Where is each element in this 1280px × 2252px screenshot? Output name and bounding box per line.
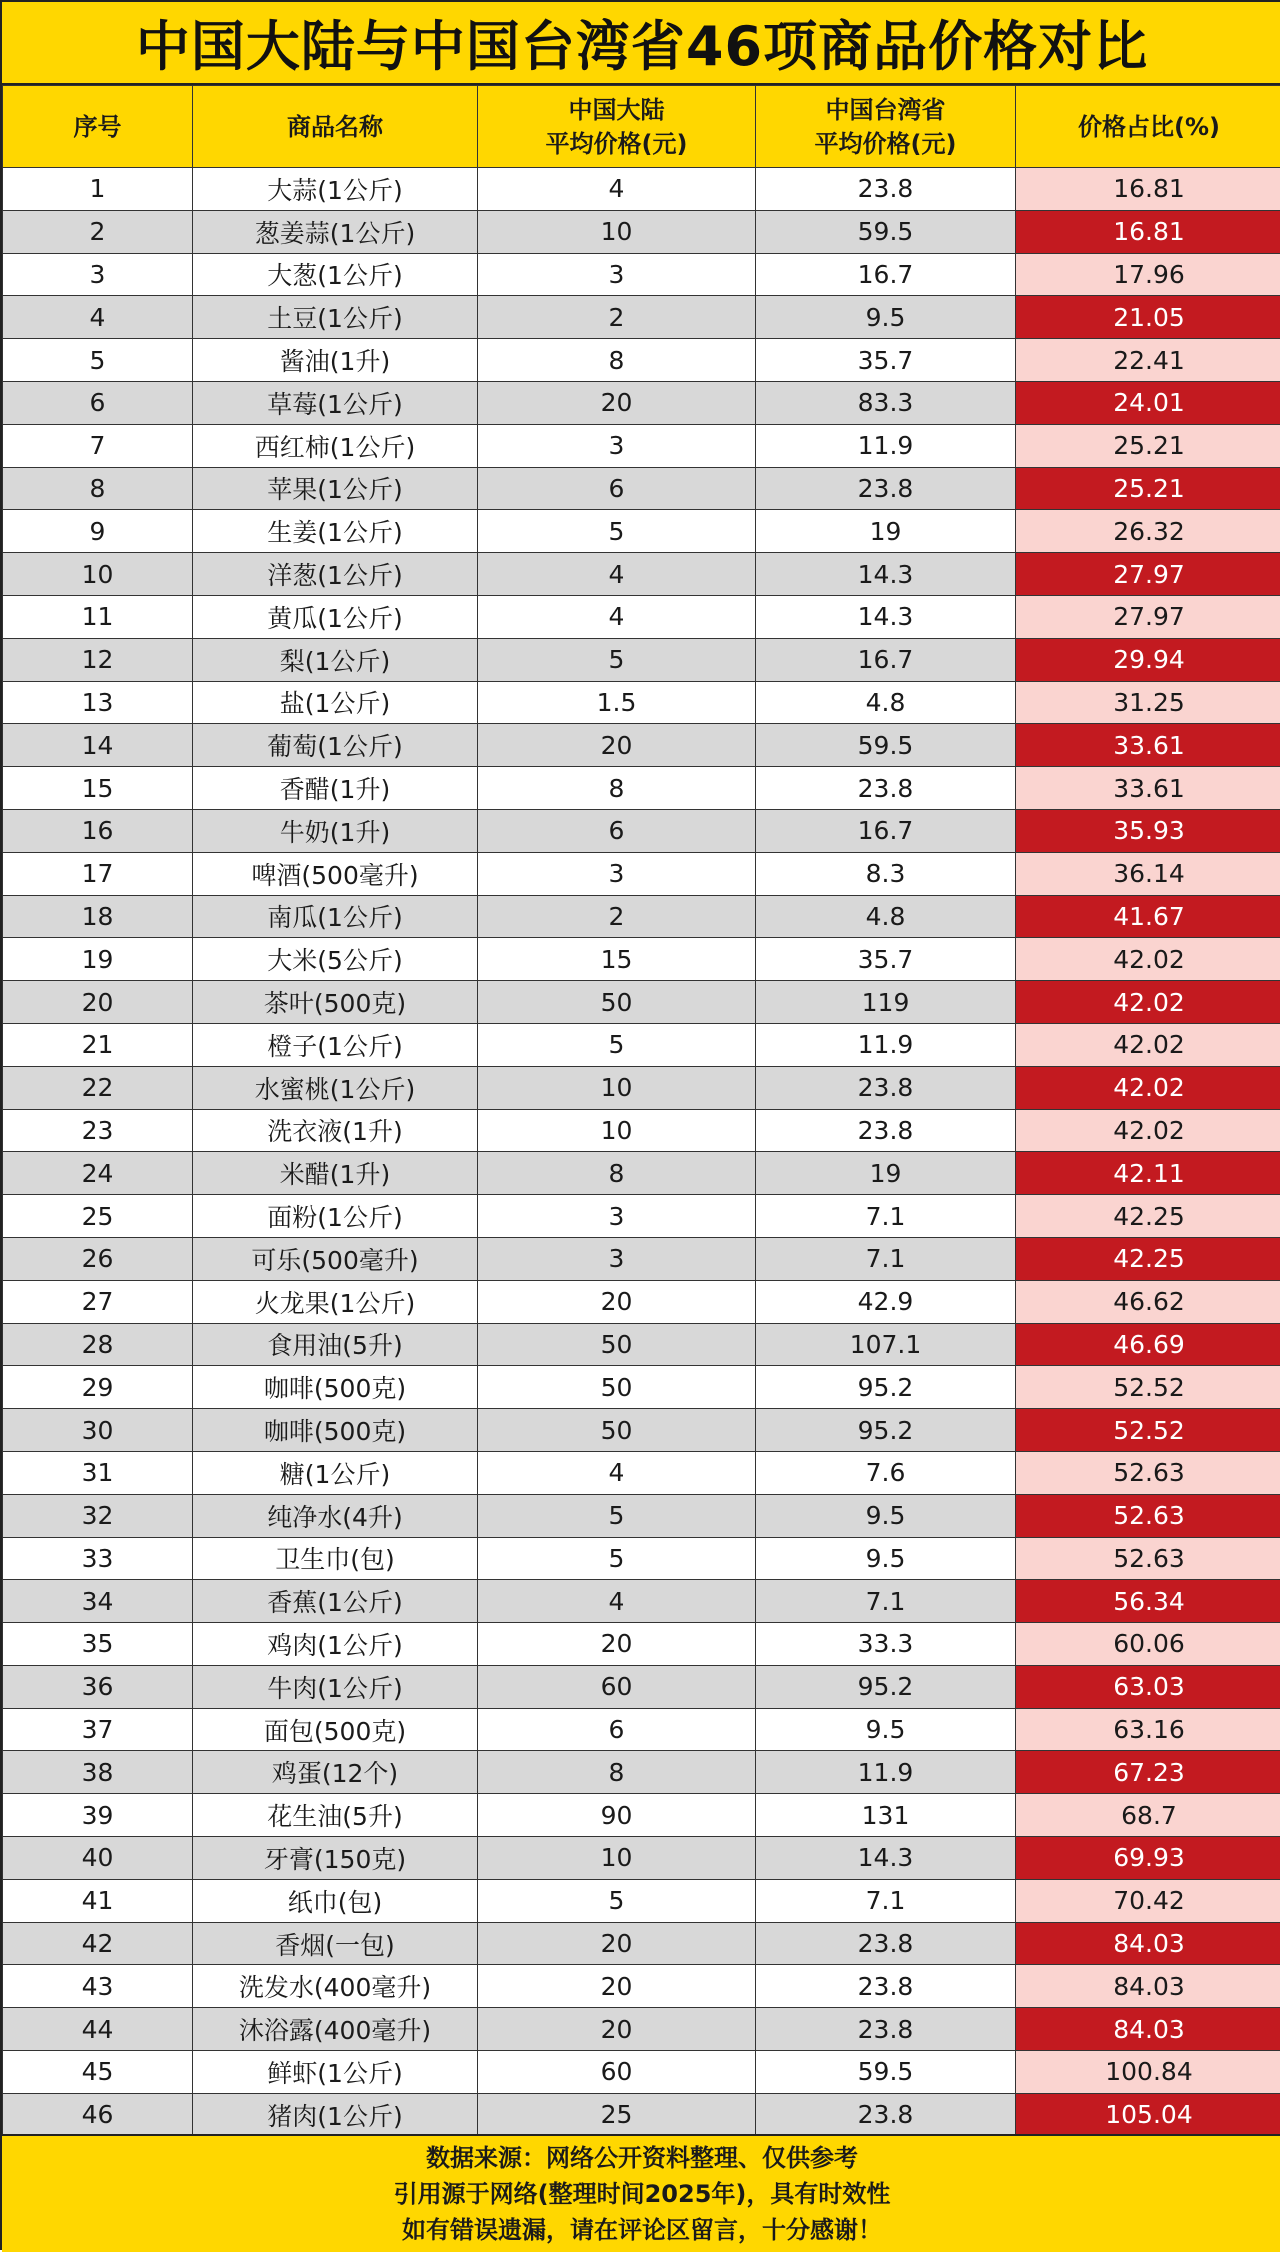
cell-index: 4 bbox=[3, 296, 193, 339]
table-row bbox=[3, 1922, 1280, 1965]
table-row bbox=[3, 681, 1280, 724]
cell-price-ratio: 33.61 bbox=[1016, 767, 1280, 810]
cell-product-name: 生姜(1公斤) bbox=[193, 510, 478, 553]
cell-taiwan-price: 95.2 bbox=[756, 1366, 1016, 1409]
cell-price-ratio: 16.81 bbox=[1016, 168, 1280, 211]
cell-price-ratio: 68.7 bbox=[1016, 1794, 1280, 1837]
cell-product-name: 大蒜(1公斤) bbox=[193, 168, 478, 211]
cell-product-name: 纸巾(包) bbox=[193, 1879, 478, 1922]
cell-product-name: 猪肉(1公斤) bbox=[193, 2093, 478, 2136]
table-row bbox=[3, 1708, 1280, 1751]
cell-product-name: 香醋(1升) bbox=[193, 767, 478, 810]
cell-mainland-price: 10 bbox=[478, 1837, 756, 1880]
cell-index: 3 bbox=[3, 253, 193, 296]
cell-index: 27 bbox=[3, 1280, 193, 1323]
cell-price-ratio: 60.06 bbox=[1016, 1623, 1280, 1666]
cell-index: 42 bbox=[3, 1922, 193, 1965]
cell-mainland-price: 50 bbox=[478, 1409, 756, 1452]
table-row bbox=[3, 467, 1280, 510]
table-row bbox=[3, 724, 1280, 767]
table-row bbox=[3, 1494, 1280, 1537]
cell-mainland-price: 5 bbox=[478, 1537, 756, 1580]
cell-index: 41 bbox=[3, 1879, 193, 1922]
cell-product-name: 火龙果(1公斤) bbox=[193, 1280, 478, 1323]
cell-price-ratio: 63.16 bbox=[1016, 1708, 1280, 1751]
cell-taiwan-price: 16.7 bbox=[756, 638, 1016, 681]
cell-price-ratio: 36.14 bbox=[1016, 852, 1280, 895]
cell-price-ratio: 21.05 bbox=[1016, 296, 1280, 339]
table-row bbox=[3, 767, 1280, 810]
cell-taiwan-price: 7.6 bbox=[756, 1451, 1016, 1494]
cell-product-name: 可乐(500毫升) bbox=[193, 1237, 478, 1280]
table-row bbox=[3, 1751, 1280, 1794]
cell-taiwan-price: 9.5 bbox=[756, 296, 1016, 339]
cell-product-name: 茶叶(500克) bbox=[193, 981, 478, 1024]
cell-product-name: 苹果(1公斤) bbox=[193, 467, 478, 510]
cell-mainland-price: 20 bbox=[478, 1623, 756, 1666]
footer-notes bbox=[2, 2134, 1280, 2252]
cell-index: 15 bbox=[3, 767, 193, 810]
cell-taiwan-price: 23.8 bbox=[756, 767, 1016, 810]
cell-price-ratio: 24.01 bbox=[1016, 381, 1280, 424]
table-row bbox=[3, 510, 1280, 553]
cell-taiwan-price: 33.3 bbox=[756, 1623, 1016, 1666]
cell-mainland-price: 8 bbox=[478, 1152, 756, 1195]
cell-price-ratio: 17.96 bbox=[1016, 253, 1280, 296]
cell-taiwan-price: 59.5 bbox=[756, 724, 1016, 767]
cell-mainland-price: 50 bbox=[478, 981, 756, 1024]
cell-price-ratio: 52.52 bbox=[1016, 1366, 1280, 1409]
cell-taiwan-price: 9.5 bbox=[756, 1708, 1016, 1751]
table-row bbox=[3, 981, 1280, 1024]
cell-mainland-price: 50 bbox=[478, 1366, 756, 1409]
cell-mainland-price: 3 bbox=[478, 253, 756, 296]
cell-price-ratio: 42.11 bbox=[1016, 1152, 1280, 1195]
cell-price-ratio: 67.23 bbox=[1016, 1751, 1280, 1794]
table-row bbox=[3, 1237, 1280, 1280]
cell-mainland-price: 4 bbox=[478, 1451, 756, 1494]
cell-price-ratio: 25.21 bbox=[1016, 424, 1280, 467]
table-row bbox=[3, 296, 1280, 339]
cell-index: 20 bbox=[3, 981, 193, 1024]
column-header-taiwan-price: 中国台湾省 平均价格(元) bbox=[756, 86, 1016, 168]
cell-mainland-price: 20 bbox=[478, 724, 756, 767]
cell-taiwan-price: 19 bbox=[756, 1152, 1016, 1195]
cell-product-name: 牛奶(1升) bbox=[193, 809, 478, 852]
cell-index: 23 bbox=[3, 1109, 193, 1152]
cell-mainland-price: 60 bbox=[478, 2051, 756, 2094]
cell-index: 34 bbox=[3, 1580, 193, 1623]
cell-product-name: 南瓜(1公斤) bbox=[193, 895, 478, 938]
cell-price-ratio: 100.84 bbox=[1016, 2051, 1280, 2094]
cell-mainland-price: 3 bbox=[478, 1195, 756, 1238]
cell-taiwan-price: 23.8 bbox=[756, 2008, 1016, 2051]
cell-product-name: 咖啡(500克) bbox=[193, 1409, 478, 1452]
cell-taiwan-price: 11.9 bbox=[756, 1023, 1016, 1066]
cell-taiwan-price: 35.7 bbox=[756, 938, 1016, 981]
cell-index: 16 bbox=[3, 809, 193, 852]
cell-mainland-price: 4 bbox=[478, 553, 756, 596]
cell-price-ratio: 84.03 bbox=[1016, 1922, 1280, 1965]
cell-product-name: 咖啡(500克) bbox=[193, 1366, 478, 1409]
cell-taiwan-price: 7.1 bbox=[756, 1237, 1016, 1280]
table-row bbox=[3, 2008, 1280, 2051]
footer-feedback-line: 如有错误遗漏，请在评论区留言，十分感谢！ bbox=[402, 2212, 882, 2248]
table-row bbox=[3, 1837, 1280, 1880]
cell-price-ratio: 42.25 bbox=[1016, 1195, 1280, 1238]
cell-price-ratio: 31.25 bbox=[1016, 681, 1280, 724]
cell-product-name: 西红柿(1公斤) bbox=[193, 424, 478, 467]
cell-mainland-price: 10 bbox=[478, 1066, 756, 1109]
table-row bbox=[3, 1794, 1280, 1837]
table-row bbox=[3, 1023, 1280, 1066]
cell-taiwan-price: 16.7 bbox=[756, 809, 1016, 852]
cell-taiwan-price: 19 bbox=[756, 510, 1016, 553]
cell-price-ratio: 52.63 bbox=[1016, 1451, 1280, 1494]
cell-taiwan-price: 23.8 bbox=[756, 467, 1016, 510]
table-row bbox=[3, 2051, 1280, 2094]
table-row bbox=[3, 1280, 1280, 1323]
cell-index: 8 bbox=[3, 467, 193, 510]
column-header-mainland-price: 中国大陆 平均价格(元) bbox=[478, 86, 756, 168]
cell-taiwan-price: 14.3 bbox=[756, 595, 1016, 638]
table-row bbox=[3, 339, 1280, 382]
cell-mainland-price: 3 bbox=[478, 1237, 756, 1280]
cell-mainland-price: 5 bbox=[478, 1023, 756, 1066]
cell-product-name: 盐(1公斤) bbox=[193, 681, 478, 724]
cell-index: 33 bbox=[3, 1537, 193, 1580]
cell-mainland-price: 50 bbox=[478, 1323, 756, 1366]
cell-price-ratio: 84.03 bbox=[1016, 1965, 1280, 2008]
cell-index: 36 bbox=[3, 1665, 193, 1708]
table-row bbox=[3, 253, 1280, 296]
cell-index: 11 bbox=[3, 595, 193, 638]
table-row bbox=[3, 1623, 1280, 1666]
table-row bbox=[3, 1323, 1280, 1366]
cell-taiwan-price: 59.5 bbox=[756, 2051, 1016, 2094]
table-row bbox=[3, 1152, 1280, 1195]
cell-mainland-price: 8 bbox=[478, 1751, 756, 1794]
cell-mainland-price: 3 bbox=[478, 852, 756, 895]
table-row bbox=[3, 1665, 1280, 1708]
cell-product-name: 酱油(1升) bbox=[193, 339, 478, 382]
cell-index: 32 bbox=[3, 1494, 193, 1537]
cell-mainland-price: 6 bbox=[478, 1708, 756, 1751]
cell-mainland-price: 20 bbox=[478, 1922, 756, 1965]
cell-product-name: 洋葱(1公斤) bbox=[193, 553, 478, 596]
cell-mainland-price: 2 bbox=[478, 296, 756, 339]
cell-mainland-price: 3 bbox=[478, 424, 756, 467]
cell-mainland-price: 10 bbox=[478, 1109, 756, 1152]
cell-index: 17 bbox=[3, 852, 193, 895]
cell-product-name: 草莓(1公斤) bbox=[193, 381, 478, 424]
cell-taiwan-price: 23.8 bbox=[756, 2093, 1016, 2136]
table-row bbox=[3, 424, 1280, 467]
cell-taiwan-price: 7.1 bbox=[756, 1879, 1016, 1922]
cell-mainland-price: 8 bbox=[478, 339, 756, 382]
cell-product-name: 卫生巾(包) bbox=[193, 1537, 478, 1580]
cell-taiwan-price: 95.2 bbox=[756, 1409, 1016, 1452]
cell-index: 45 bbox=[3, 2051, 193, 2094]
cell-mainland-price: 90 bbox=[478, 1794, 756, 1837]
cell-product-name: 鲜虾(1公斤) bbox=[193, 2051, 478, 2094]
table-row bbox=[3, 1879, 1280, 1922]
cell-mainland-price: 20 bbox=[478, 2008, 756, 2051]
table-row bbox=[3, 895, 1280, 938]
cell-product-name: 纯净水(4升) bbox=[193, 1494, 478, 1537]
cell-mainland-price: 5 bbox=[478, 510, 756, 553]
cell-index: 37 bbox=[3, 1708, 193, 1751]
cell-taiwan-price: 23.8 bbox=[756, 168, 1016, 211]
cell-mainland-price: 25 bbox=[478, 2093, 756, 2136]
cell-index: 35 bbox=[3, 1623, 193, 1666]
cell-taiwan-price: 23.8 bbox=[756, 1922, 1016, 1965]
cell-index: 12 bbox=[3, 638, 193, 681]
cell-product-name: 牙膏(150克) bbox=[193, 1837, 478, 1880]
table-row bbox=[3, 381, 1280, 424]
cell-index: 28 bbox=[3, 1323, 193, 1366]
cell-price-ratio: 41.67 bbox=[1016, 895, 1280, 938]
cell-index: 43 bbox=[3, 1965, 193, 2008]
cell-price-ratio: 35.93 bbox=[1016, 809, 1280, 852]
cell-mainland-price: 6 bbox=[478, 467, 756, 510]
cell-product-name: 牛肉(1公斤) bbox=[193, 1665, 478, 1708]
cell-price-ratio: 42.02 bbox=[1016, 1023, 1280, 1066]
table-header-row bbox=[3, 86, 1280, 168]
cell-product-name: 花生油(5升) bbox=[193, 1794, 478, 1837]
cell-price-ratio: 16.81 bbox=[1016, 210, 1280, 253]
cell-taiwan-price: 107.1 bbox=[756, 1323, 1016, 1366]
cell-mainland-price: 4 bbox=[478, 1580, 756, 1623]
table-row bbox=[3, 1965, 1280, 2008]
cell-index: 7 bbox=[3, 424, 193, 467]
cell-product-name: 面包(500克) bbox=[193, 1708, 478, 1751]
cell-product-name: 土豆(1公斤) bbox=[193, 296, 478, 339]
cell-taiwan-price: 23.8 bbox=[756, 1066, 1016, 1109]
cell-price-ratio: 56.34 bbox=[1016, 1580, 1280, 1623]
table-body bbox=[3, 168, 1280, 2137]
cell-product-name: 黄瓜(1公斤) bbox=[193, 595, 478, 638]
cell-product-name: 洗发水(400毫升) bbox=[193, 1965, 478, 2008]
cell-product-name: 橙子(1公斤) bbox=[193, 1023, 478, 1066]
cell-taiwan-price: 11.9 bbox=[756, 424, 1016, 467]
cell-taiwan-price: 59.5 bbox=[756, 210, 1016, 253]
table-row bbox=[3, 852, 1280, 895]
cell-index: 25 bbox=[3, 1195, 193, 1238]
cell-index: 29 bbox=[3, 1366, 193, 1409]
cell-index: 6 bbox=[3, 381, 193, 424]
cell-index: 2 bbox=[3, 210, 193, 253]
cell-taiwan-price: 9.5 bbox=[756, 1494, 1016, 1537]
table-row bbox=[3, 1537, 1280, 1580]
cell-price-ratio: 42.02 bbox=[1016, 938, 1280, 981]
cell-price-ratio: 105.04 bbox=[1016, 2093, 1280, 2136]
cell-mainland-price: 10 bbox=[478, 210, 756, 253]
cell-taiwan-price: 11.9 bbox=[756, 1751, 1016, 1794]
cell-index: 38 bbox=[3, 1751, 193, 1794]
cell-product-name: 大葱(1公斤) bbox=[193, 253, 478, 296]
cell-taiwan-price: 9.5 bbox=[756, 1537, 1016, 1580]
table-row bbox=[3, 1109, 1280, 1152]
cell-price-ratio: 69.93 bbox=[1016, 1837, 1280, 1880]
cell-index: 30 bbox=[3, 1409, 193, 1452]
column-header-name: 商品名称 bbox=[193, 86, 478, 168]
cell-mainland-price: 5 bbox=[478, 638, 756, 681]
cell-price-ratio: 42.02 bbox=[1016, 981, 1280, 1024]
table-row bbox=[3, 595, 1280, 638]
cell-mainland-price: 4 bbox=[478, 595, 756, 638]
cell-mainland-price: 8 bbox=[478, 767, 756, 810]
cell-product-name: 沐浴露(400毫升) bbox=[193, 2008, 478, 2051]
cell-taiwan-price: 7.1 bbox=[756, 1580, 1016, 1623]
cell-product-name: 糖(1公斤) bbox=[193, 1451, 478, 1494]
cell-taiwan-price: 83.3 bbox=[756, 381, 1016, 424]
cell-taiwan-price: 95.2 bbox=[756, 1665, 1016, 1708]
cell-index: 31 bbox=[3, 1451, 193, 1494]
cell-index: 46 bbox=[3, 2093, 193, 2136]
cell-product-name: 面粉(1公斤) bbox=[193, 1195, 478, 1238]
cell-price-ratio: 84.03 bbox=[1016, 2008, 1280, 2051]
cell-mainland-price: 5 bbox=[478, 1494, 756, 1537]
cell-price-ratio: 25.21 bbox=[1016, 467, 1280, 510]
cell-product-name: 水蜜桃(1公斤) bbox=[193, 1066, 478, 1109]
cell-taiwan-price: 16.7 bbox=[756, 253, 1016, 296]
cell-price-ratio: 26.32 bbox=[1016, 510, 1280, 553]
cell-mainland-price: 4 bbox=[478, 168, 756, 211]
cell-price-ratio: 42.25 bbox=[1016, 1237, 1280, 1280]
cell-product-name: 葱姜蒜(1公斤) bbox=[193, 210, 478, 253]
cell-taiwan-price: 119 bbox=[756, 981, 1016, 1024]
table-row bbox=[3, 1451, 1280, 1494]
cell-index: 21 bbox=[3, 1023, 193, 1066]
table-row bbox=[3, 1409, 1280, 1452]
table-row bbox=[3, 168, 1280, 211]
footer-timestamp-line: 引用源于网络(整理时间2025年)，具有时效性 bbox=[394, 2176, 891, 2212]
cell-price-ratio: 46.69 bbox=[1016, 1323, 1280, 1366]
cell-taiwan-price: 4.8 bbox=[756, 895, 1016, 938]
table-row bbox=[3, 210, 1280, 253]
cell-index: 14 bbox=[3, 724, 193, 767]
column-header-ratio: 价格占比(%) bbox=[1016, 86, 1280, 168]
cell-mainland-price: 20 bbox=[478, 381, 756, 424]
cell-price-ratio: 63.03 bbox=[1016, 1665, 1280, 1708]
footer-source-line: 数据来源：网络公开资料整理、仅供参考 bbox=[426, 2140, 858, 2176]
cell-product-name: 梨(1公斤) bbox=[193, 638, 478, 681]
cell-product-name: 香蕉(1公斤) bbox=[193, 1580, 478, 1623]
cell-product-name: 葡萄(1公斤) bbox=[193, 724, 478, 767]
cell-price-ratio: 27.97 bbox=[1016, 553, 1280, 596]
cell-product-name: 香烟(一包) bbox=[193, 1922, 478, 1965]
cell-price-ratio: 46.62 bbox=[1016, 1280, 1280, 1323]
cell-index: 10 bbox=[3, 553, 193, 596]
table-row bbox=[3, 809, 1280, 852]
cell-index: 9 bbox=[3, 510, 193, 553]
cell-price-ratio: 70.42 bbox=[1016, 1879, 1280, 1922]
cell-index: 13 bbox=[3, 681, 193, 724]
cell-product-name: 鸡蛋(12个) bbox=[193, 1751, 478, 1794]
cell-index: 24 bbox=[3, 1152, 193, 1195]
cell-mainland-price: 5 bbox=[478, 1879, 756, 1922]
cell-mainland-price: 60 bbox=[478, 1665, 756, 1708]
cell-price-ratio: 33.61 bbox=[1016, 724, 1280, 767]
cell-taiwan-price: 42.9 bbox=[756, 1280, 1016, 1323]
cell-price-ratio: 27.97 bbox=[1016, 595, 1280, 638]
cell-index: 19 bbox=[3, 938, 193, 981]
cell-product-name: 食用油(5升) bbox=[193, 1323, 478, 1366]
cell-index: 26 bbox=[3, 1237, 193, 1280]
cell-price-ratio: 52.63 bbox=[1016, 1537, 1280, 1580]
table-row bbox=[3, 938, 1280, 981]
cell-taiwan-price: 23.8 bbox=[756, 1109, 1016, 1152]
cell-mainland-price: 6 bbox=[478, 809, 756, 852]
cell-index: 18 bbox=[3, 895, 193, 938]
cell-mainland-price: 20 bbox=[478, 1280, 756, 1323]
column-header-index: 序号 bbox=[3, 86, 193, 168]
cell-mainland-price: 1.5 bbox=[478, 681, 756, 724]
table-row bbox=[3, 638, 1280, 681]
cell-taiwan-price: 8.3 bbox=[756, 852, 1016, 895]
cell-taiwan-price: 23.8 bbox=[756, 1965, 1016, 2008]
cell-product-name: 洗衣液(1升) bbox=[193, 1109, 478, 1152]
table-row bbox=[3, 1195, 1280, 1238]
cell-taiwan-price: 35.7 bbox=[756, 339, 1016, 382]
cell-product-name: 鸡肉(1公斤) bbox=[193, 1623, 478, 1666]
cell-mainland-price: 15 bbox=[478, 938, 756, 981]
cell-product-name: 米醋(1升) bbox=[193, 1152, 478, 1195]
table-row bbox=[3, 553, 1280, 596]
cell-index: 5 bbox=[3, 339, 193, 382]
cell-product-name: 大米(5公斤) bbox=[193, 938, 478, 981]
cell-index: 22 bbox=[3, 1066, 193, 1109]
cell-taiwan-price: 7.1 bbox=[756, 1195, 1016, 1238]
table-row bbox=[3, 1366, 1280, 1409]
cell-price-ratio: 42.02 bbox=[1016, 1109, 1280, 1152]
cell-taiwan-price: 4.8 bbox=[756, 681, 1016, 724]
cell-price-ratio: 42.02 bbox=[1016, 1066, 1280, 1109]
cell-taiwan-price: 131 bbox=[756, 1794, 1016, 1837]
table-row bbox=[3, 1580, 1280, 1623]
table-row bbox=[3, 1066, 1280, 1109]
cell-price-ratio: 22.41 bbox=[1016, 339, 1280, 382]
cell-taiwan-price: 14.3 bbox=[756, 553, 1016, 596]
cell-taiwan-price: 14.3 bbox=[756, 1837, 1016, 1880]
cell-price-ratio: 29.94 bbox=[1016, 638, 1280, 681]
cell-index: 1 bbox=[3, 168, 193, 211]
cell-price-ratio: 52.52 bbox=[1016, 1409, 1280, 1452]
page-title: 中国大陆与中国台湾省46项商品价格对比 bbox=[2, 2, 1280, 85]
cell-mainland-price: 2 bbox=[478, 895, 756, 938]
cell-mainland-price: 20 bbox=[478, 1965, 756, 2008]
cell-product-name: 啤酒(500毫升) bbox=[193, 852, 478, 895]
table-row bbox=[3, 2093, 1280, 2136]
price-comparison-table bbox=[2, 85, 1280, 2137]
cell-index: 40 bbox=[3, 1837, 193, 1880]
cell-price-ratio: 52.63 bbox=[1016, 1494, 1280, 1537]
cell-index: 39 bbox=[3, 1794, 193, 1837]
cell-index: 44 bbox=[3, 2008, 193, 2051]
